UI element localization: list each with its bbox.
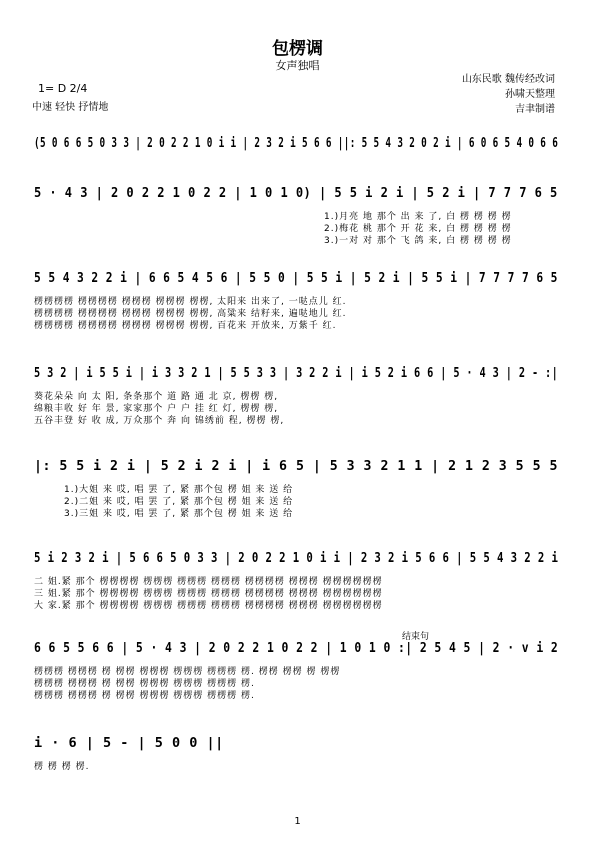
song-title: 包楞调 xyxy=(272,39,323,59)
notation-line: 5 5 4 3 2 2 i | 6 6 5 4 5 6 | 5 5 0 | 5 5 i | 5 2 i | 5 5 i | 7 7 7 7 6 5 xyxy=(34,270,558,286)
lyric-line: 五谷丰登 好 收 成, 万众那个 奔 向 锦绣前 程, 楞楞 楞, xyxy=(34,416,285,426)
lyric-line: 楞楞楞 楞楞楞 楞 楞楞 楞楞楞 楞楞楞 楞楞楞 楞. xyxy=(34,679,255,689)
lyric-line: 楞 楞 楞 楞. xyxy=(34,762,90,772)
lyric-line: 大 家.紧 那个 楞楞楞楞 楞楞楞 楞楞楞 楞楞楞 楞楞楞楞 楞楞楞 楞楞楞楞楞楞 xyxy=(34,601,383,611)
notation-line: |: 5 5 i 2 i | 5 2 i 2 i | i 6 5 | 5 3 3 2 1 1 | 2 1 2 3 5 5 5 xyxy=(34,458,558,474)
song-subtitle: 女声独唱 xyxy=(275,59,320,72)
ending-marker: 结束句 xyxy=(402,632,430,642)
notation-line: i · 6 | 5 - | 5 0 0 || xyxy=(34,735,224,751)
lyric-line: 1.)月亮 地 那个 出 来 了, 白 楞 楞 楞 楞 xyxy=(324,212,512,222)
credit-line-3: 吉聿制谱 xyxy=(515,104,555,115)
lyric-line: 三 姐.紧 那个 楞楞楞楞 楞楞楞 楞楞楞 楞楞楞 楞楞楞楞 楞楞楞 楞楞楞楞楞楞 xyxy=(34,589,383,599)
lyric-line: 2.)二姐 来 哎, 唱 罢 了, 紧 那个包 楞 姐 来 送 给 xyxy=(64,497,294,507)
lyric-line: 1.)大姐 来 哎, 唱 罢 了, 紧 那个包 楞 姐 来 送 给 xyxy=(64,485,294,495)
notation-line: 6 6 5 5 6 6 | 5 · 4 3 | 2 0 2 2 1 0 2 2 | 1 0 1 0 :| 2 5 4 5 | 2 · v i 2 xyxy=(34,640,559,656)
lyric-line: 二 姐.紧 那个 楞楞楞楞 楞楞楞 楞楞楞 楞楞楞 楞楞楞楞 楞楞楞 楞楞楞楞楞楞 xyxy=(34,577,383,587)
page-number: 1 xyxy=(294,816,301,827)
credit-line-1: 山东民歌 魏传经改词 xyxy=(461,74,555,85)
lyric-line: 楞楞楞楞 楞楞楞楞 楞楞楞 楞楞楞 楞楞, 高粱来 结籽来, 遍哒地儿 红. xyxy=(34,309,347,319)
notation-line: (5 0 6 6 5 0 3 3 | 2 0 2 2 1 0 i i | 2 3 2 i 5 6 6 ||: 5 5 4 3 2 0 2 i | 6 0 6 5 4 0 6 6 xyxy=(34,135,559,151)
lyric-line: 楞楞楞 楞楞楞 楞 楞楞 楞楞楞 楞楞楞 楞楞楞 楞. xyxy=(34,691,255,701)
lyric-line: 楞楞楞 楞楞楞 楞 楞楞 楞楞楞 楞楞楞 楞楞楞 楞. 楞楞 楞楞 楞 楞楞 xyxy=(34,667,341,677)
lyric-line: 楞楞楞楞 楞楞楞楞 楞楞楞 楞楞楞 楞楞, 太阳来 出来了, 一哒点儿 红. xyxy=(34,297,347,307)
notation-line: 5 · 4 3 | 2 0 2 2 1 0 2 2 | 1 0 1 0) | 5 5 i 2 i | 5 2 i | 7 7 7 6 5 xyxy=(34,185,558,201)
lyric-line: 3.)一对 对 那个 飞 鸽 来, 白 楞 楞 楞 楞 xyxy=(324,236,512,246)
lyric-line: 2.)梅花 桃 那个 开 花 来, 白 楞 楞 楞 楞 xyxy=(324,224,512,234)
notation-line: 5 i 2 3 2 i | 5 6 6 5 0 3 3 | 2 0 2 2 1 0 i i | 2 3 2 i 5 6 6 | 5 5 4 3 2 2 i xyxy=(34,550,559,566)
lyric-line: 3.)三姐 来 哎, 唱 罢 了, 紧 那个包 楞 姐 来 送 给 xyxy=(64,509,294,519)
key-signature: 1= D 2/4 xyxy=(38,82,88,95)
lyric-line: 绵粮丰收 好 年 景, 家家那个 户 户 挂 红 灯, 楞楞 楞, xyxy=(34,404,279,414)
lyric-line: 葵花朵朵 向 太 阳, 条条那个 道 路 通 北 京, 楞楞 楞, xyxy=(34,392,279,402)
credit-line-2: 孙啸天整理 xyxy=(505,89,555,100)
lyric-line: 楞楞楞楞 楞楞楞楞 楞楞楞 楞楞楞 楞楞, 百花来 开放来, 万紫千 红. xyxy=(34,321,337,331)
notation-line: 5 3 2 | i 5 5 i | i 3 3 2 1 | 5 5 3 3 | 3 2 2 i | i 5 2 i 6 6 | 5 · 4 3 | 2 - :| xyxy=(34,365,559,381)
tempo-marking: 中速 轻快 抒情地 xyxy=(32,102,109,113)
